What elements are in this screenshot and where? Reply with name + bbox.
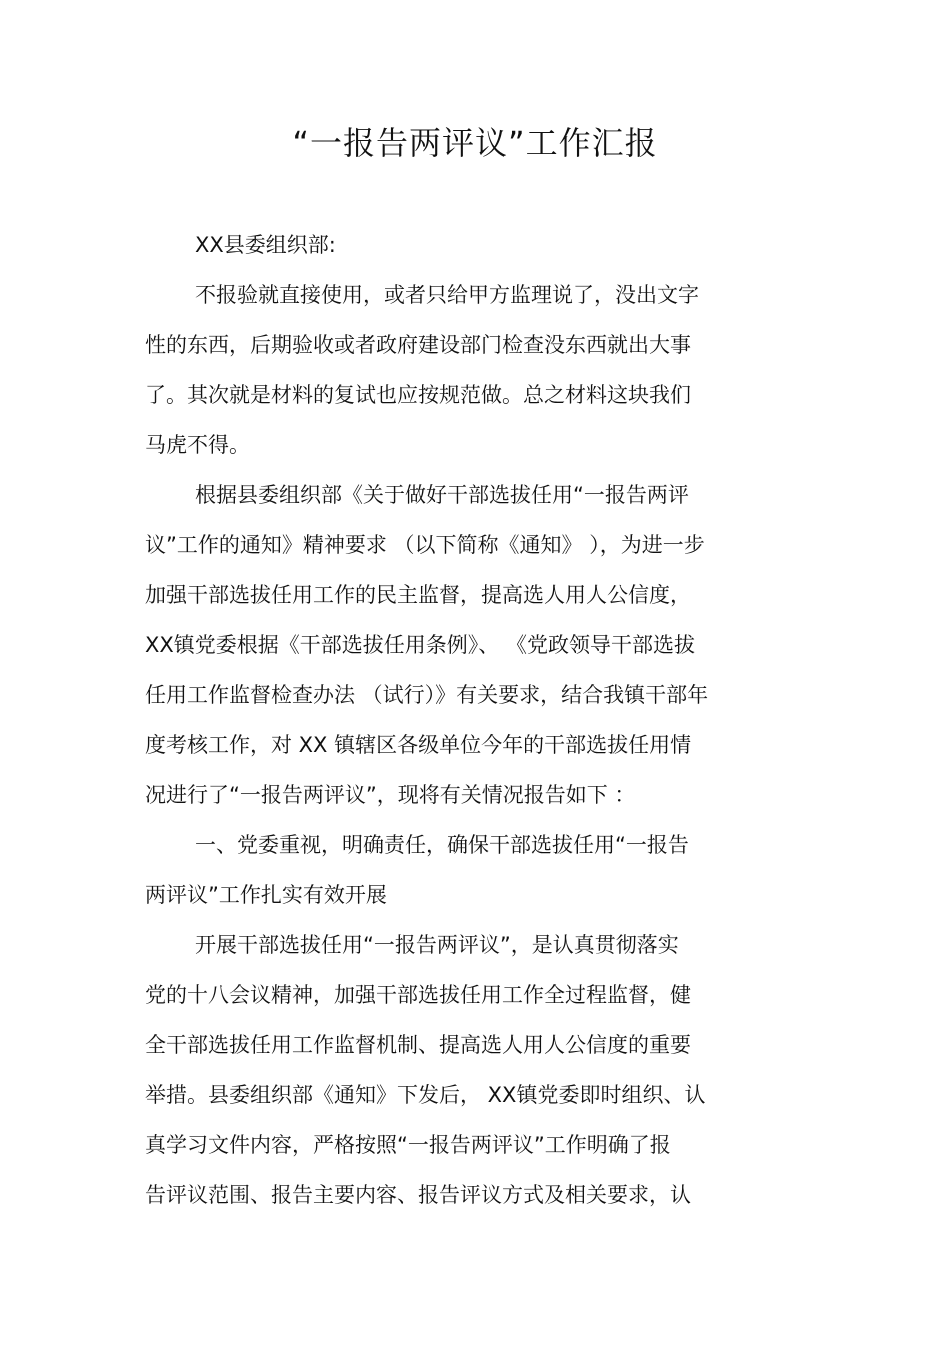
document-line: 了。其次就是材料的复试也应按规范做。总之材料这块我们	[145, 383, 691, 407]
document-title: “一报告两评议”工作汇报	[292, 124, 658, 162]
document-line: 任用工作监督检查办法 （试行）》有关要求，结合我镇干部年	[145, 683, 709, 707]
document-line: XX镇党委根据《干部选拔任用条例》、 《党政领导干部选拔	[145, 633, 695, 657]
document-line: 不报验就直接使用，或者只给甲方监理说了，没出文字	[195, 283, 699, 307]
document-line: 举措。县委组织部《通知》下发后， XX镇党委即时组织、认	[145, 1083, 706, 1107]
document-line: 开展干部选拔任用“一报告两评议”，是认真贯彻落实	[195, 933, 679, 957]
document-line: 根据县委组织部《关于做好干部选拔任用“一报告两评	[195, 483, 689, 507]
document-line: 性的东西，后期验收或者政府建设部门检查没东西就出大事	[145, 333, 691, 357]
document-line: 全干部选拔任用工作监督机制、提高选人用人公信度的重要	[145, 1033, 691, 1057]
document-line: 党的十八会议精神，加强干部选拔任用工作全过程监督，健	[145, 983, 691, 1007]
document-line: 马虎不得。	[145, 433, 250, 457]
document-line: 告评议范围、报告主要内容、报告评议方式及相关要求，认	[145, 1183, 691, 1207]
document-line: 两评议”工作扎实有效开展	[145, 883, 387, 907]
document-line: 真学习文件内容，严格按照“一报告两评议”工作明确了报	[145, 1133, 671, 1157]
document-line: 况进行了“一报告两评议”，现将有关情况报告如下 ：	[145, 783, 636, 807]
document-line: 一、党委重视，明确责任，确保干部选拔任用“一报告	[195, 833, 689, 857]
document-line: 度考核工作，对 XX 镇辖区各级单位今年的干部选拔任用情	[145, 733, 692, 757]
document-line: XX县委组织部:	[195, 233, 336, 257]
document-line: 议”工作的通知》精神要求 （以下简称《通知》 ），为进一步	[145, 533, 705, 557]
document-line: 加强干部选拔任用工作的民主监督，提高选人用人公信度，	[145, 583, 691, 607]
